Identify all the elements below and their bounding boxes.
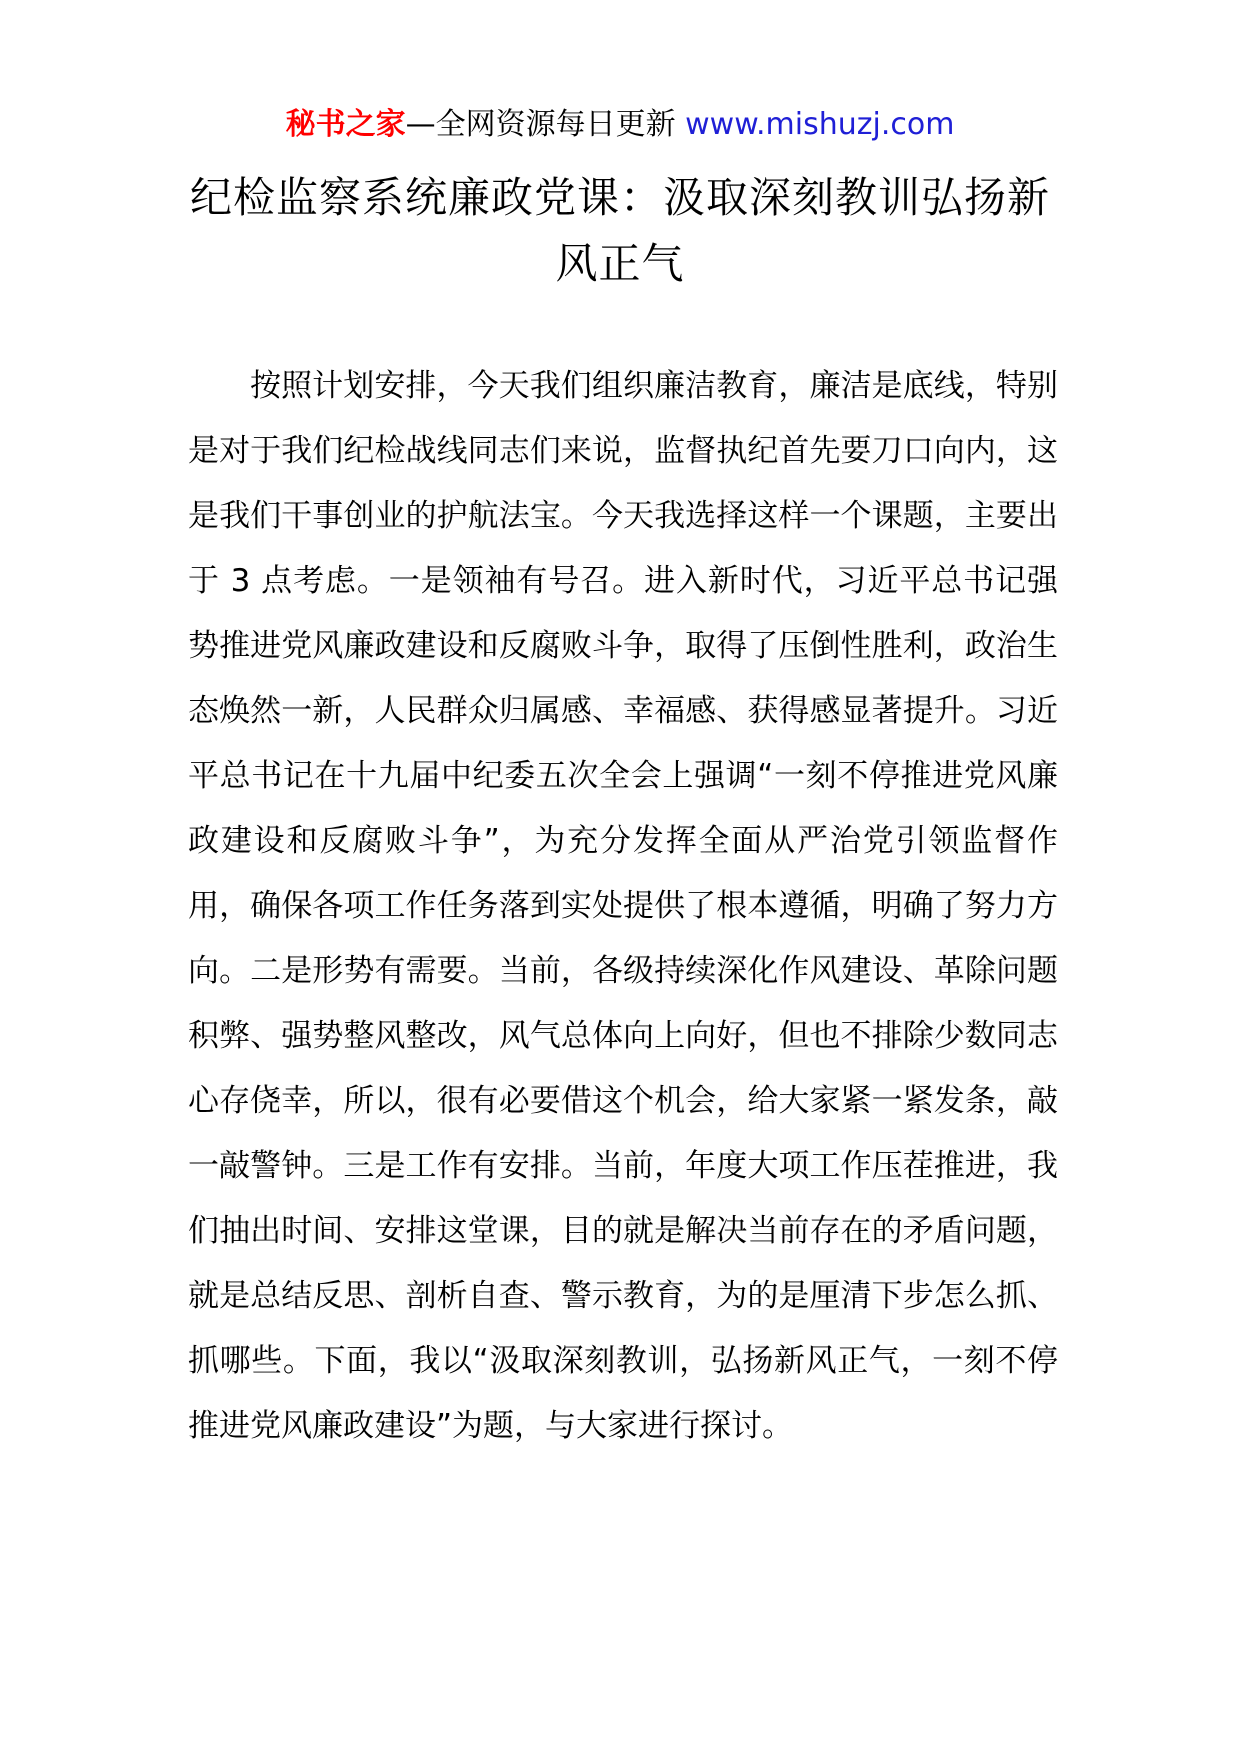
site-url-link[interactable]: www.mishuzj.com xyxy=(685,107,955,142)
body-paragraph: 按照计划安排，今天我们组织廉洁教育，廉洁是底线，特别是对于我们纪检战线同志们来说，监督执纪首先要刀口向内，这是我们干事创业的护航法宝。今天我选择这样一个课题，主要出于 3 点考虑。一是领袖有号召。进入新时代，习近平总书记强势推进党风廉政建设和反腐败斗争，取得了压倒性胜利，政治生态焕然一新，人民群众归属感、幸福感、获得感显著提升。习近平总书记在十九届中纪委五次全会上强调“一刻不停推进党风廉政建设和反腐败斗争”，为充分发挥全面从严治党引领监督作用，确保各项工作任务落到实处提供了根本遵循，明确了努力方向。二是形势有需要。当前，各级持续深化作风建设、革除问题积弊、强势整风整改，风气总体向上向好，但也不排除少数同志心存侥幸，所以，很有必要借这个机会，给大家紧一紧发条，敲一敲警钟。三是工作有安排。当前，年度大项工作压茬推进，我们抽出时间、安排这堂课，目的就是解决当前存在的矛盾问题，就是总结反思、剖析自查、警示教育，为的是厘清下步怎么抓、抓哪些。下面，我以“汲取深刻教训，弘扬新风正气，一刻不停推进党风廉政建设”为题，与大家进行探讨。 xyxy=(188,368,1058,1444)
brand-name: 秘书之家 xyxy=(285,107,406,142)
site-header xyxy=(0,100,1240,150)
header-tagline: —全网资源每日更新 xyxy=(405,107,676,142)
document-title: 纪检监察系统廉政党课：汲取深刻教训弘扬新风正气 xyxy=(189,173,1050,288)
